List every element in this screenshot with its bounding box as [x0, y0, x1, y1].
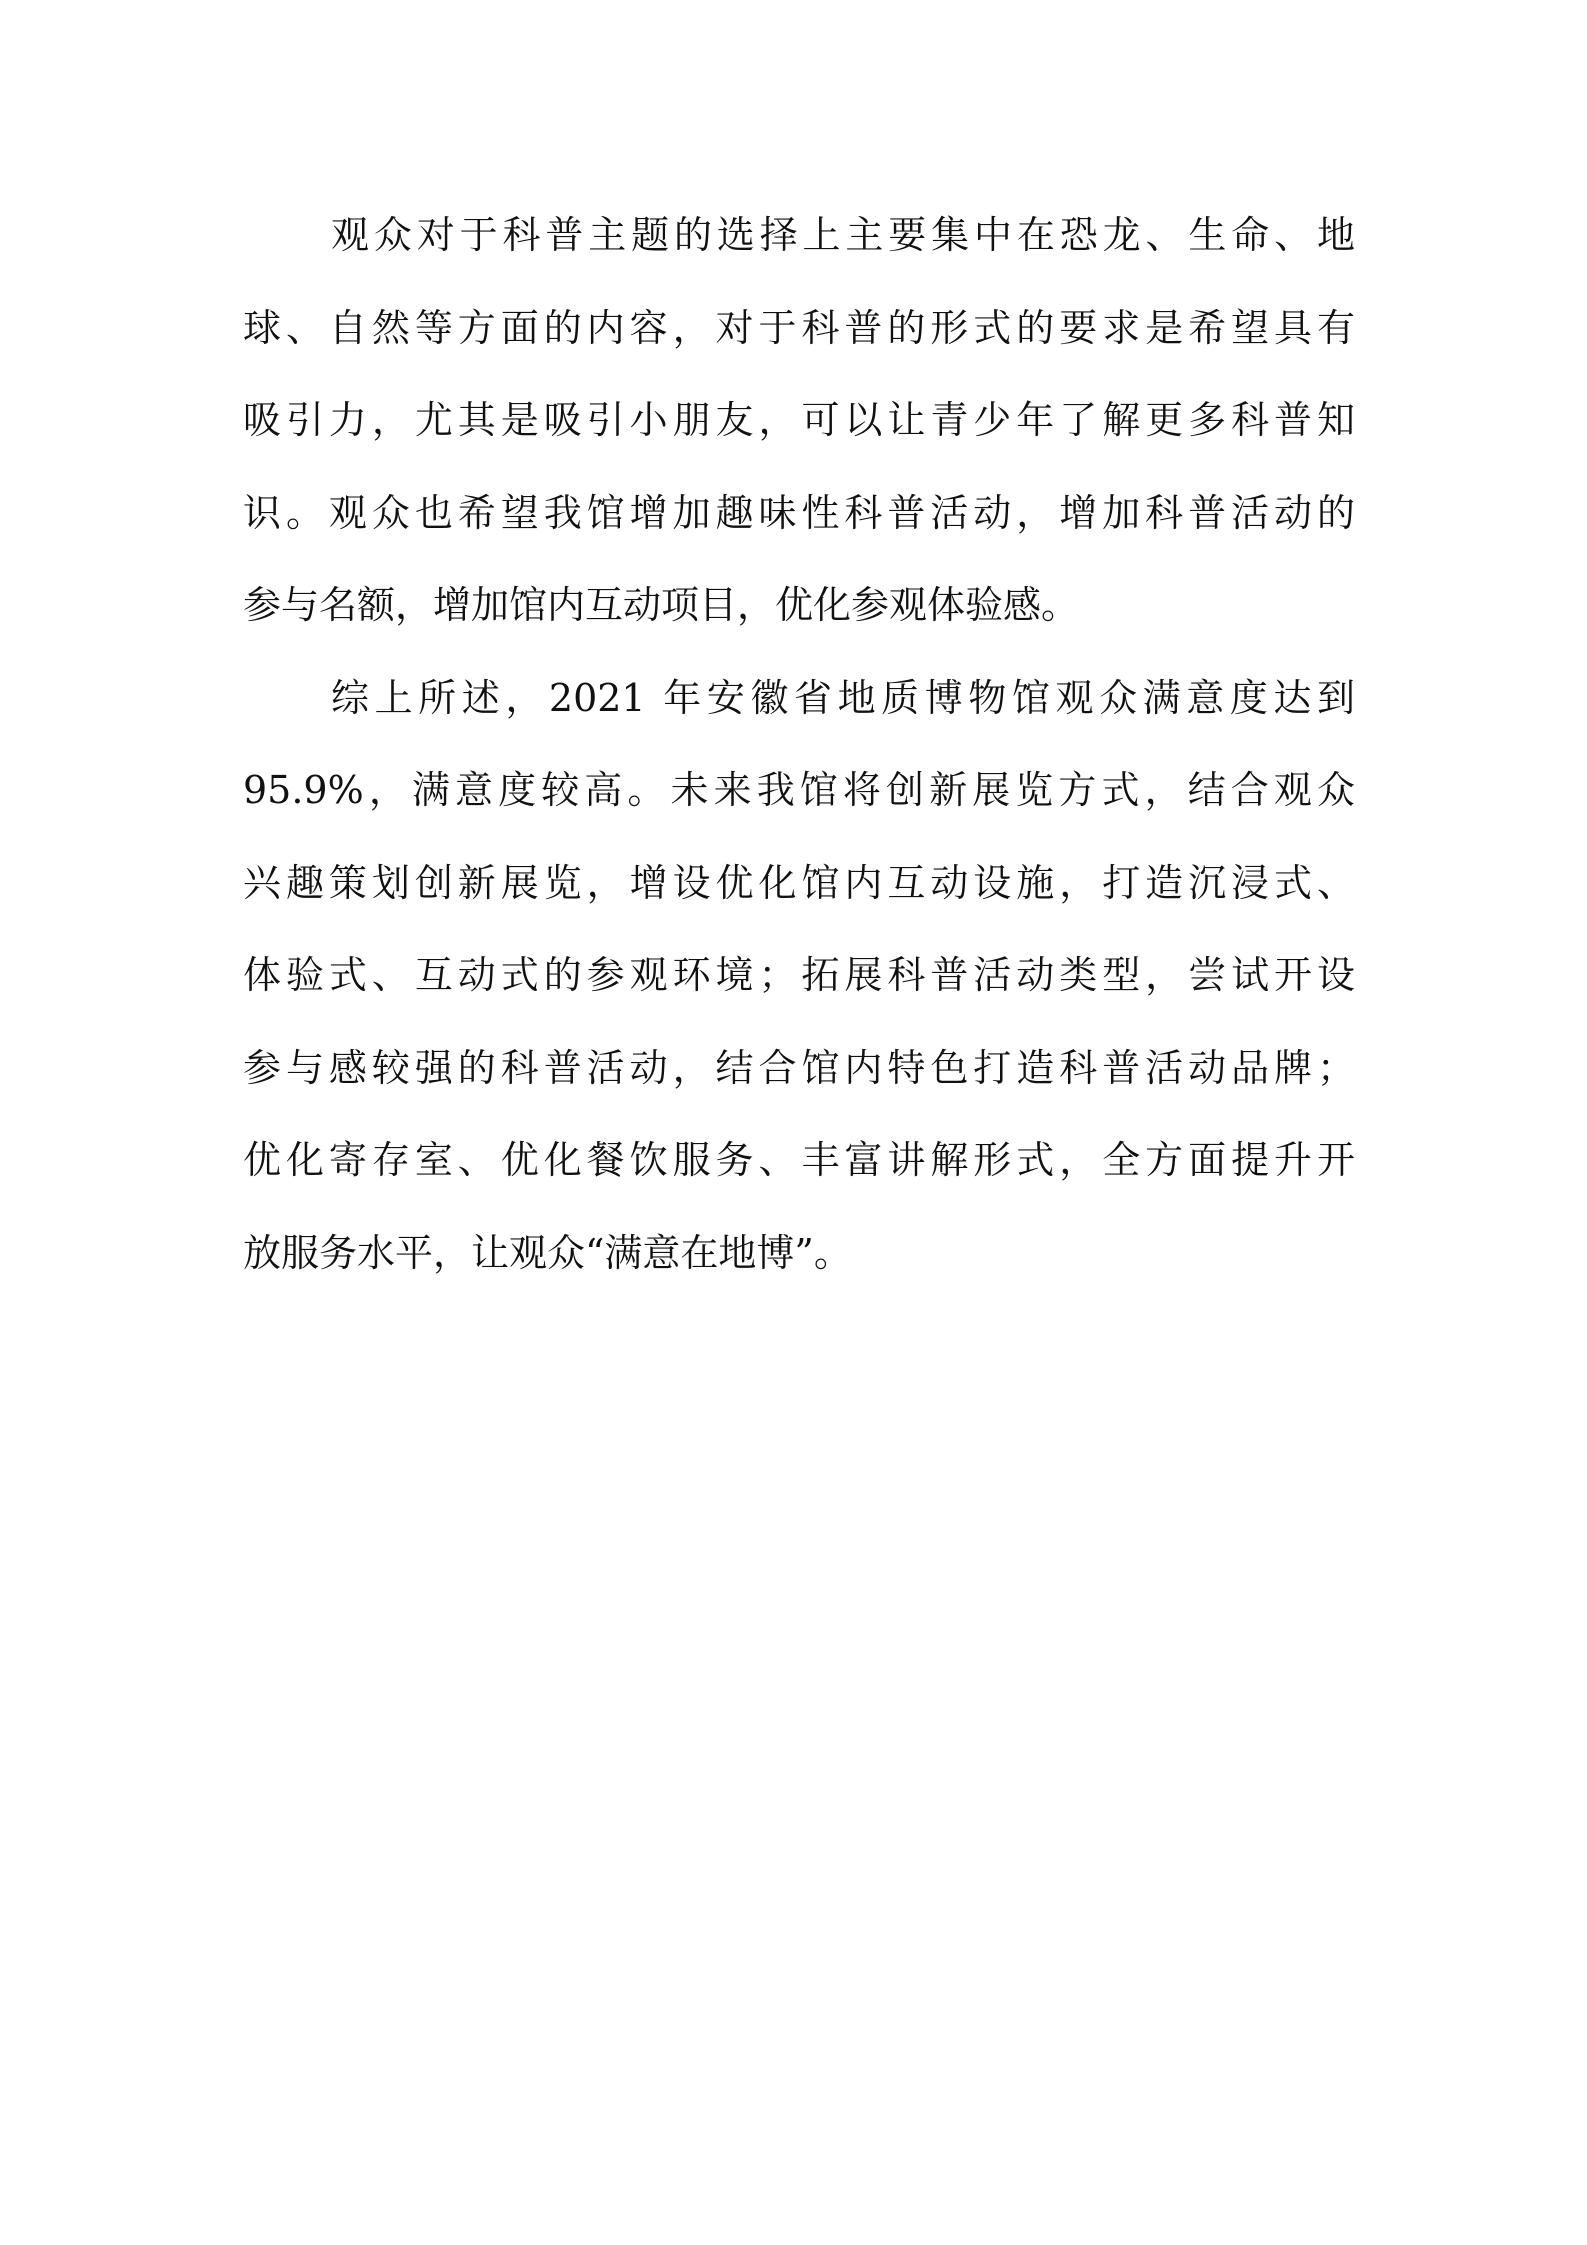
paragraph-line: 95.9%，满意度较高。未来我馆将创新展览方式，结合观众 — [243, 768, 1355, 812]
paragraph-line: 观众对于科普主题的选择上主要集中在恐龙、生命、地 — [331, 213, 1355, 257]
paragraph-line: 体验式、互动式的参观环境；拓展科普活动类型，尝试开设 — [243, 953, 1355, 997]
paragraph-line: 参与感较强的科普活动，结合馆内特色打造科普活动品牌； — [243, 1045, 1355, 1090]
paragraph-line: 兴趣策划创新展览，增设优化馆内互动设施，打造沉浸式、 — [243, 860, 1355, 905]
paragraph-line: 综上所述，2021 年安徽省地质博物馆观众满意度达到 — [331, 675, 1355, 720]
document-body — [243, 201, 1355, 1311]
paragraph-line: 球、自然等方面的内容，对于科普的形式的要求是希望具有 — [243, 305, 1355, 350]
paragraph-science-topics — [243, 201, 1355, 664]
paragraph-line: 优化寄存室、优化餐饮服务、丰富讲解形式，全方面提升开 — [243, 1138, 1355, 1182]
paragraph-line: 放服务水平，让观众“满意在地博”。 — [243, 1230, 852, 1275]
paragraph-summary — [243, 664, 1355, 1312]
paragraph-line: 参与名额，增加馆内互动项目，优化参观体验感。 — [243, 583, 1080, 627]
paragraph-line: 识。观众也希望我馆增加趣味性科普活动，增加科普活动的 — [243, 490, 1355, 535]
paragraph-line: 吸引力，尤其是吸引小朋友，可以让青少年了解更多科普知 — [243, 398, 1355, 442]
